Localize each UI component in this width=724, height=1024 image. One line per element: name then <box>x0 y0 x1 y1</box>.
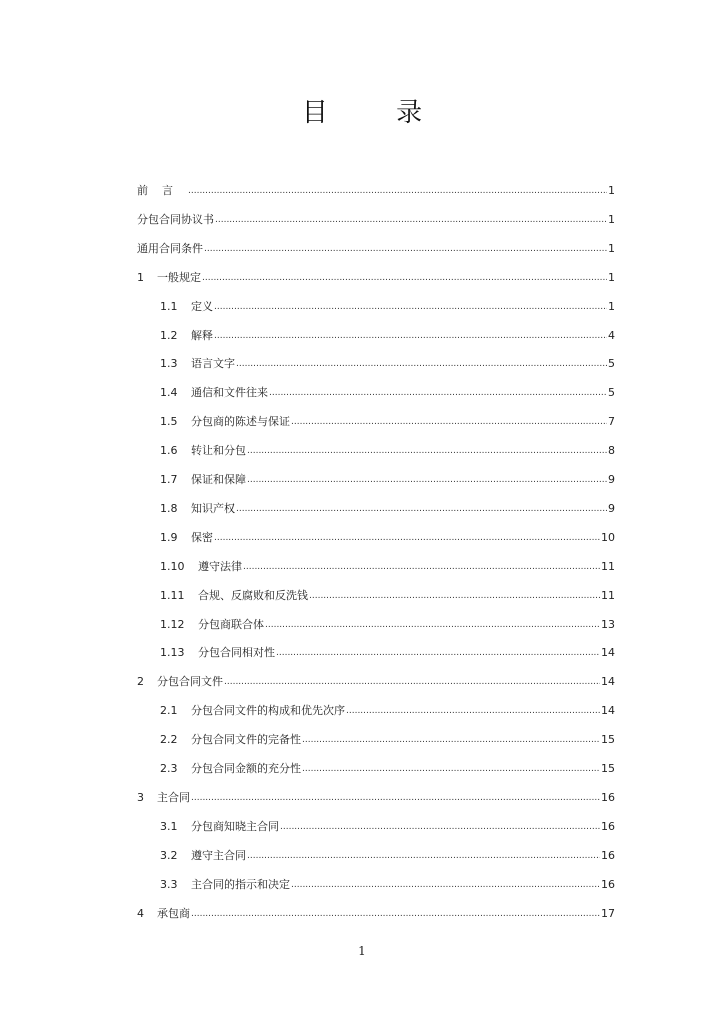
toc-dot-leader <box>291 415 607 429</box>
toc-entry[interactable] <box>160 758 615 776</box>
toc-entry[interactable] <box>137 787 615 805</box>
toc-dot-leader <box>214 329 607 343</box>
toc-entry-label: 解释 <box>191 328 213 342</box>
toc-entry-number: 4 <box>137 906 144 920</box>
toc-entry[interactable] <box>160 585 615 603</box>
toc-entry-number: 1.5 <box>160 415 178 429</box>
toc-entry-label: 通信和文件往来 <box>191 386 268 400</box>
toc-entry-number: 1.8 <box>160 501 178 515</box>
toc-entry-number: 1.4 <box>160 386 178 400</box>
toc-entry-label: 分包合同相对性 <box>198 646 275 660</box>
toc-entry-label: 知识产权 <box>191 501 235 515</box>
toc-entry[interactable] <box>160 527 615 545</box>
toc-entry[interactable] <box>137 180 615 198</box>
toc-entry-page: 14 <box>601 704 615 718</box>
toc-entry-page: 14 <box>601 646 615 660</box>
toc-dot-leader <box>247 444 607 458</box>
toc-entry-number: 2.3 <box>160 762 178 775</box>
toc-entry[interactable] <box>160 411 615 429</box>
toc-dot-leader <box>214 531 600 545</box>
toc-entry-number: 1.7 <box>160 473 178 486</box>
toc-entry-page: 7 <box>608 415 615 429</box>
toc-entry-number: 3 <box>137 790 144 804</box>
toc-entry-page: 16 <box>601 877 615 891</box>
toc-dot-leader <box>302 733 600 747</box>
toc-dot-leader <box>236 502 607 516</box>
toc-entry[interactable] <box>160 296 615 314</box>
toc-entry-number: 2 <box>137 675 144 689</box>
toc-dot-leader <box>346 704 600 718</box>
toc-dot-leader <box>280 820 600 834</box>
toc-dot-leader <box>188 184 607 198</box>
toc-entry-label: 主合同的指示和决定 <box>191 877 290 891</box>
toc-entry-page: 11 <box>601 559 615 573</box>
toc-entry[interactable] <box>160 845 615 863</box>
toc-entry[interactable] <box>160 614 615 632</box>
toc-entry-number: 1.1 <box>160 299 178 313</box>
toc-entry[interactable] <box>137 903 615 921</box>
toc-entry-page: 8 <box>608 444 615 458</box>
toc-entry-number: 1 <box>137 270 144 284</box>
toc-dot-leader <box>243 560 600 574</box>
toc-dot-leader <box>215 213 607 227</box>
toc-dot-leader <box>247 473 607 487</box>
toc-entry-number: 1.12 <box>160 617 185 631</box>
toc-dot-leader <box>236 357 607 371</box>
toc-entry[interactable] <box>137 267 615 285</box>
toc-dot-leader <box>202 271 607 285</box>
toc-entry[interactable] <box>160 642 615 660</box>
toc-entry[interactable] <box>160 325 615 343</box>
toc-entry-label: 合规、反腐败和反洗钱 <box>198 588 308 602</box>
toc-entry-number: 1.9 <box>160 530 178 544</box>
toc-entry-label: 分包商的陈述与保证 <box>191 415 290 429</box>
toc-dot-leader <box>214 300 607 314</box>
toc-entry-label: 保密 <box>191 530 213 544</box>
toc-entry-label: 前言 <box>137 184 187 197</box>
toc-dot-leader <box>291 878 600 892</box>
toc-dot-leader <box>269 386 607 400</box>
toc-entry-page: 1 <box>608 270 615 284</box>
toc-dot-leader <box>302 762 600 776</box>
toc-entry-number: 1.13 <box>160 646 185 660</box>
toc-entry[interactable] <box>160 874 615 892</box>
toc-entry-label: 分包合同协议书 <box>137 212 214 226</box>
toc-entry[interactable] <box>160 556 615 574</box>
toc-entry-label: 分包合同文件的完备性 <box>191 733 301 747</box>
toc-entry-label: 遵守主合同 <box>191 848 246 862</box>
toc-entry-page: 1 <box>608 299 615 313</box>
toc-dot-leader <box>191 791 600 805</box>
toc-entry-page: 1 <box>608 184 615 197</box>
toc-title: 目 录 <box>301 98 453 128</box>
toc-entry[interactable] <box>137 209 615 227</box>
toc-entry-label: 保证和保障 <box>191 473 246 486</box>
toc-entry-number: 1.11 <box>160 588 185 602</box>
toc-entry-page: 5 <box>608 357 615 371</box>
toc-entry-page: 11 <box>601 588 615 602</box>
toc-dot-leader <box>224 675 600 689</box>
toc-dot-leader <box>265 618 600 632</box>
toc-entry-page: 15 <box>601 733 615 747</box>
toc-entry[interactable] <box>160 440 615 458</box>
toc-entry-label: 承包商 <box>157 906 190 920</box>
toc-entry-number: 1.3 <box>160 357 178 371</box>
toc-entry[interactable] <box>137 671 615 689</box>
toc-entry-page: 1 <box>608 212 615 226</box>
toc-entry-number: 1.2 <box>160 328 178 342</box>
toc-entry-number: 3.1 <box>160 819 178 833</box>
toc-entry-page: 16 <box>601 848 615 862</box>
toc-entry-number: 3.3 <box>160 877 178 891</box>
toc-entry-label: 分包合同文件 <box>157 675 223 689</box>
toc-dot-leader <box>276 646 600 660</box>
toc-entry-label: 分包合同金额的充分性 <box>191 762 301 775</box>
toc-entry-page: 9 <box>608 473 615 486</box>
toc-entry-page: 9 <box>608 501 615 515</box>
toc-entry-label: 语言文字 <box>191 357 235 371</box>
toc-dot-leader <box>191 907 600 921</box>
toc-entry-number: 2.2 <box>160 733 178 747</box>
toc-entry-page: 10 <box>601 530 615 544</box>
toc-entry-label: 主合同 <box>157 790 190 804</box>
toc-entry[interactable] <box>160 700 615 718</box>
toc-entry-page: 5 <box>608 386 615 400</box>
toc-entry-label: 分包商联合体 <box>198 617 264 631</box>
toc-dot-leader <box>247 849 600 863</box>
page-number: 1 <box>358 944 366 958</box>
toc-entry-number: 2.1 <box>160 704 178 718</box>
toc-dot-leader <box>309 589 600 603</box>
toc-entry-page: 4 <box>608 328 615 342</box>
toc-dot-leader <box>204 242 607 256</box>
toc-entry-label: 转让和分包 <box>191 444 246 458</box>
toc-entry-number: 1.6 <box>160 444 178 458</box>
toc-entry[interactable] <box>160 353 615 371</box>
toc-entry-page: 15 <box>601 762 615 775</box>
toc-entry-number: 3.2 <box>160 848 178 862</box>
toc-entry-label: 通用合同条件 <box>137 241 203 255</box>
toc-entry-page: 16 <box>601 819 615 833</box>
toc-entry[interactable] <box>160 382 615 400</box>
toc-entry-label: 分包合同文件的构成和优先次序 <box>191 704 345 718</box>
toc-entry[interactable] <box>160 469 615 487</box>
toc-entry-page: 16 <box>601 790 615 804</box>
toc-entry-label: 一般规定 <box>157 270 201 284</box>
toc-entry[interactable] <box>160 729 615 747</box>
toc-entry-page: 13 <box>601 617 615 631</box>
toc-entry-number: 1.10 <box>160 559 185 573</box>
toc-entry[interactable] <box>160 816 615 834</box>
toc-entry-label: 遵守法律 <box>198 559 242 573</box>
toc-entry-page: 17 <box>601 906 615 920</box>
toc-entry-label: 定义 <box>191 299 213 313</box>
toc-entry[interactable] <box>160 498 615 516</box>
toc-entry[interactable] <box>137 238 615 256</box>
toc-entry-page: 14 <box>601 675 615 689</box>
toc-entry-page: 1 <box>608 241 615 255</box>
toc-entry-label: 分包商知晓主合同 <box>191 819 279 833</box>
